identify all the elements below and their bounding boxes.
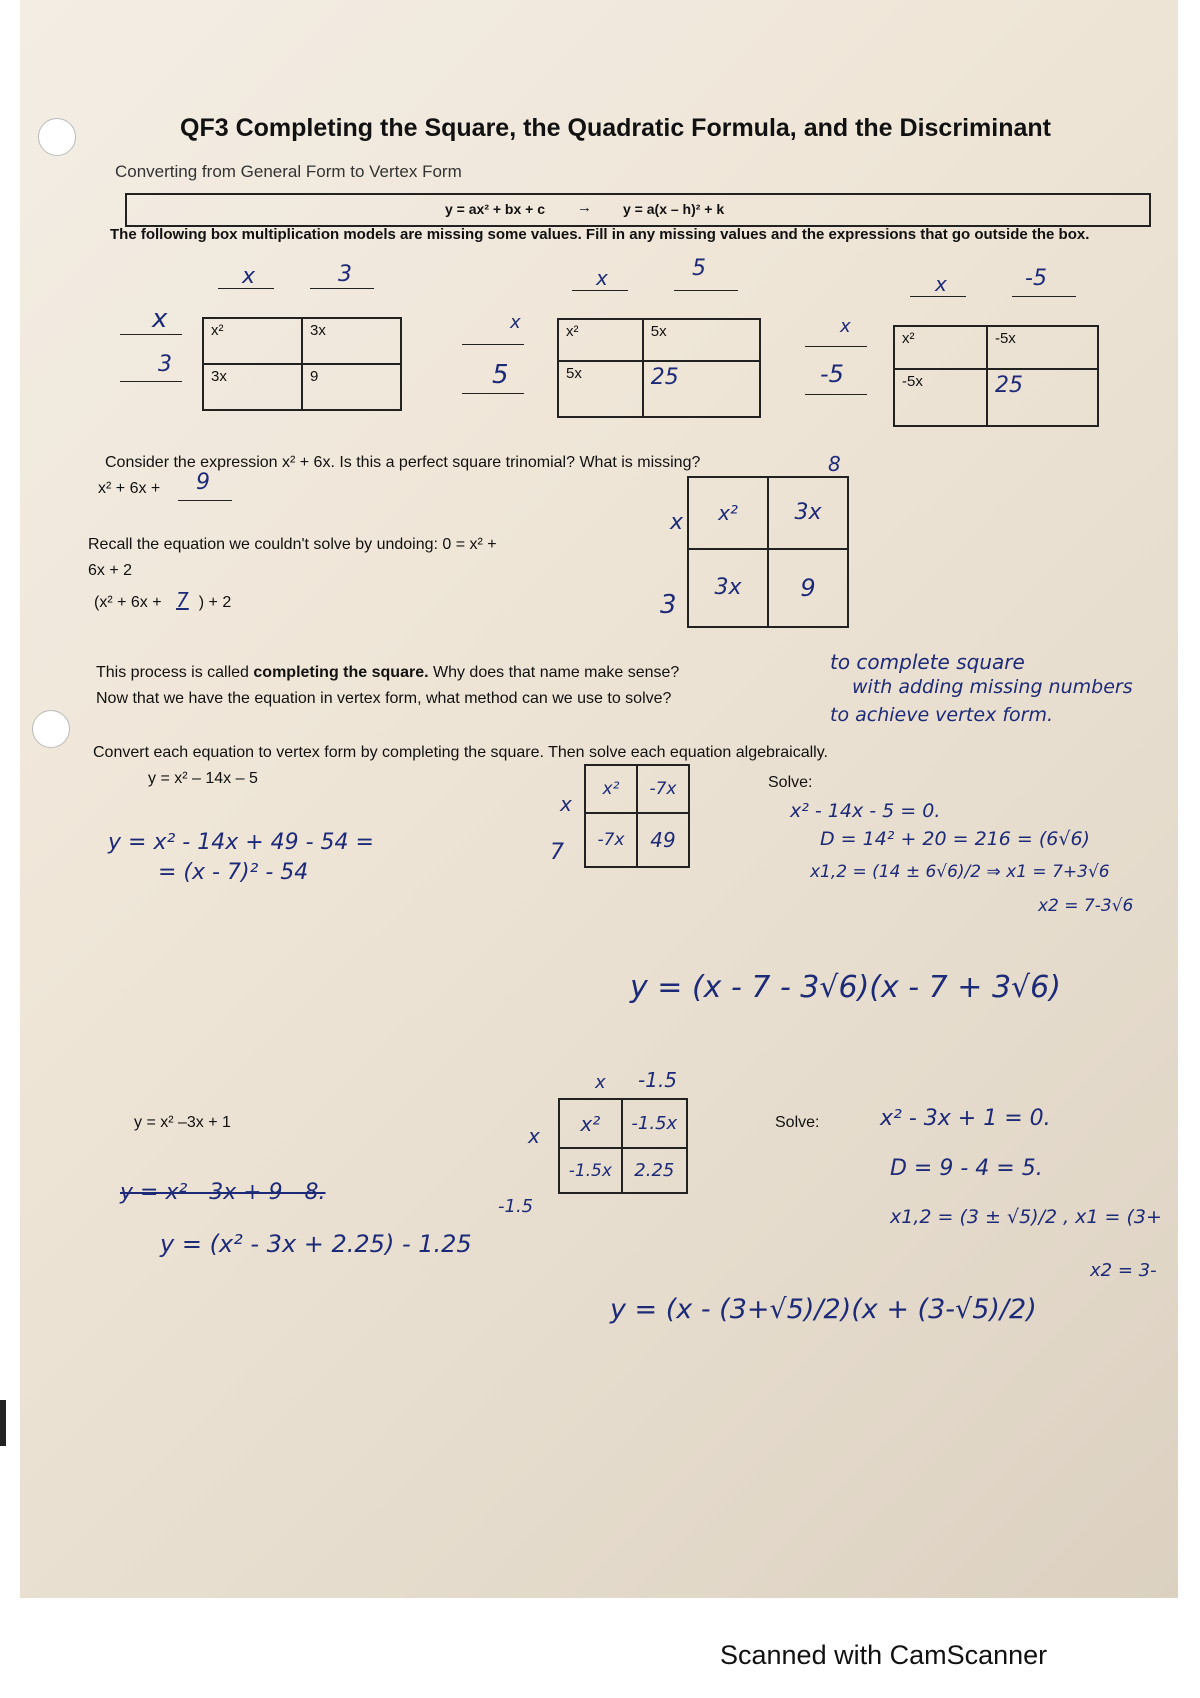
box3-cell: -5x [894, 369, 987, 426]
eq1-factored: y = (x - 7 - 3√6)(x - 7 + 3√6) [630, 970, 1061, 1005]
eq2-box-cell: -1.5x [622, 1099, 687, 1148]
convert-instructions: Convert each equation to vertex form by completing the square. Then solve each equation algebraically. [93, 744, 828, 761]
eq2-box-cell: x² [559, 1099, 622, 1148]
eq2-box-model [558, 1098, 688, 1194]
eq2-work-crossed: y = x² - 3x + 9 - 8. [120, 1180, 326, 1205]
box2-cell: 25 [643, 361, 760, 417]
eq2-box-cell: 2.25 [622, 1148, 687, 1193]
eq1-box-cell: -7x [585, 813, 637, 867]
eq2-solve-2: D = 9 - 4 = 5. [890, 1156, 1043, 1181]
box1-side-2: 3 [158, 352, 172, 377]
box1-top-2: 3 [338, 262, 352, 287]
general-form: y = ax² + bx + c [445, 201, 546, 217]
box-model-6x [687, 476, 849, 628]
process-answer-3: to achieve vertex form. [830, 704, 1054, 726]
eq1-solve-label: Solve: [768, 774, 813, 791]
box3-cell: -5x [987, 326, 1098, 369]
box6x-cell: x² [688, 477, 768, 549]
box2-cell: 5x [643, 319, 760, 361]
vertex-form: y = a(x – h)² + k [623, 201, 725, 217]
recall-line-2: 6x + 2 [88, 562, 133, 579]
eq2-box-top-1: x [595, 1072, 606, 1093]
box-model-2 [557, 318, 761, 418]
formula-box [125, 193, 1151, 227]
eq1-solve-2: D = 14² + 20 = 216 = (6√6) [820, 828, 1090, 850]
box-model-3 [893, 325, 1099, 427]
arrow-icon: → [577, 199, 592, 216]
box2-cell: x² [558, 319, 643, 361]
eq2-work: y = (x² - 3x + 2.25) - 1.25 [160, 1230, 472, 1258]
eq1-equation: y = x² – 14x – 5 [148, 770, 258, 787]
eq2-box-cell: -1.5x [559, 1148, 622, 1193]
box6x-cell: 3x [768, 477, 848, 549]
punch-hole-middle [32, 710, 70, 748]
eq2-factored: y = (x - (3+√5)/2)(x + (3-√5)/2) [610, 1294, 1037, 1325]
consider-answer-mark: 8 [828, 452, 841, 476]
eq2-solve-4: x2 = 3- [1090, 1260, 1157, 1281]
box2-side-2: 5 [492, 360, 509, 390]
recall-line-3: (x² + 6x + 7 ) + 2 [94, 588, 232, 612]
box3-side-2: -5 [820, 360, 844, 388]
box3-side-1: x [840, 316, 851, 337]
consider-blank: 9 [196, 470, 210, 495]
box-model-1 [202, 317, 402, 411]
consider-question: Consider the expression x² + 6x. Is this a perfect square trinomial? What is missing? [105, 454, 701, 471]
eq2-box-side-2: -1.5 [498, 1196, 534, 1217]
box6x-cell: 3x [688, 549, 768, 627]
scanner-watermark: Scanned with CamScanner [720, 1640, 1048, 1670]
eq1-box-side-top: x [560, 792, 572, 816]
box3-top-1: x [935, 272, 947, 296]
eq1-work-2: = (x - 7)² - 54 [158, 860, 309, 885]
eq1-box-cell: -7x [637, 765, 689, 813]
eq1-box-side-bottom: 7 [550, 840, 564, 865]
recall-line-1: Recall the equation we couldn't solve by undoing: 0 = x² + [88, 536, 497, 553]
box2-top-1: x [596, 266, 608, 290]
eq2-solve-label: Solve: [775, 1114, 820, 1131]
box1-cell: 9 [302, 364, 401, 410]
box1-cell: 3x [302, 318, 401, 364]
eq2-box-top-2: -1.5 [638, 1068, 678, 1092]
worksheet-title: QF3 Completing the Square, the Quadratic Formula, and the Discriminant [180, 114, 1051, 142]
recall-blank: 7 [176, 588, 189, 612]
box6x-side-bottom: 3 [660, 590, 677, 620]
eq1-solve-3: x1,2 = (14 ± 6√6)/2 ⇒ x1 = 7+3√6 [810, 862, 1110, 882]
box3-cell: x² [894, 326, 987, 369]
box2-side-1: x [510, 312, 521, 333]
box3-top-2: -5 [1025, 266, 1047, 291]
scan-edge-mark [0, 1400, 6, 1446]
box2-top-2: 5 [692, 256, 706, 281]
box3-cell: 25 [987, 369, 1098, 426]
box6x-cell: 9 [768, 549, 848, 627]
box1-side-1: x [152, 304, 168, 334]
section-heading: Converting from General Form to Vertex Form [115, 162, 462, 181]
process-answer-1: to complete square [830, 650, 1025, 674]
eq2-solve-3: x1,2 = (3 ± √5)/2 , x1 = (3+ [890, 1206, 1162, 1228]
eq2-solve-1: x² - 3x + 1 = 0. [880, 1106, 1051, 1131]
instructions: The following box multiplication models are missing some values. Fill in any missing values and the expressions that go outside the box. [110, 226, 1090, 243]
box1-cell: x² [203, 318, 302, 364]
eq1-box-cell: x² [585, 765, 637, 813]
eq2-box-side-1: x [528, 1124, 540, 1148]
punch-hole-top [38, 118, 76, 156]
process-question-2: Now that we have the equation in vertex form, what method can we use to solve? [96, 690, 672, 707]
eq1-box-model [584, 764, 690, 868]
box1-cell: 3x [203, 364, 302, 410]
box6x-side-top: x [670, 510, 684, 535]
eq1-solve-1: x² - 14x - 5 = 0. [790, 800, 941, 822]
process-question-1: This process is called completing the square. Why does that name make sense? [96, 664, 680, 681]
eq1-solve-4: x2 = 7-3√6 [1038, 896, 1134, 916]
eq2-equation: y = x² –3x + 1 [134, 1114, 231, 1131]
box1-top-1: x [242, 264, 256, 289]
consider-expression: x² + 6x + [98, 480, 161, 497]
box2-cell: 5x [558, 361, 643, 417]
eq1-work-1: y = x² - 14x + 49 - 54 = [108, 830, 374, 855]
scanned-worksheet [20, 0, 1178, 1598]
process-answer-2: with adding missing numbers [852, 676, 1133, 698]
eq1-box-cell: 49 [637, 813, 689, 867]
